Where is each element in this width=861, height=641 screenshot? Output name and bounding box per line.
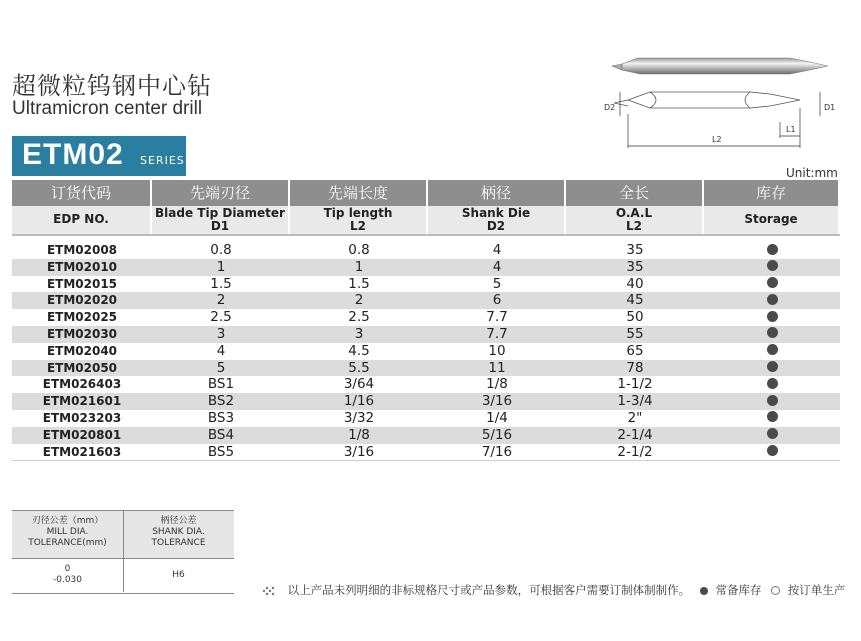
- cell-tip: 1.5: [348, 275, 370, 292]
- cell-oal: 45: [626, 292, 644, 309]
- cell-storage: [704, 444, 840, 461]
- header-cn-shank: 柄径: [428, 180, 566, 206]
- cell-storage: [704, 259, 840, 276]
- cell-code: ETM023203: [42, 410, 122, 425]
- cell-d1: 2.5: [210, 309, 232, 326]
- cell-d1: 0.8: [210, 242, 232, 258]
- tol-shank-cn: 柄径公差: [160, 516, 197, 526]
- cell-tip: 1/8: [348, 426, 370, 443]
- cell-d1: BS3: [207, 409, 235, 426]
- cell-storage: [704, 410, 840, 427]
- cell-storage: [704, 393, 840, 410]
- cell-code: ETM02040: [46, 343, 118, 358]
- table-row: [12, 242, 840, 259]
- cell-d1: BS2: [207, 393, 235, 410]
- diagram-label-l2: L2: [712, 135, 722, 144]
- cell-d1: 1.5: [210, 275, 232, 292]
- drill-outline-icon: [614, 92, 800, 108]
- cell-oal: 2": [627, 409, 643, 426]
- cell-tip: 2: [354, 292, 364, 309]
- cell-d1: 2: [216, 292, 226, 309]
- cell-d1: BS4: [207, 426, 235, 443]
- table-row: [12, 326, 840, 343]
- stock-dot-icon: [767, 244, 778, 255]
- cell-code: ETM02008: [46, 243, 118, 257]
- diagram-label-d1: D1: [824, 103, 836, 112]
- header-cn-d1: 先端刃径: [152, 180, 290, 206]
- cell-storage: [704, 427, 840, 444]
- cell-shank: 4: [492, 258, 502, 275]
- header-en-d1-line2: D1: [210, 219, 230, 233]
- cell-shank: 3/16: [481, 393, 513, 410]
- footer-note-text: 以上产品未列明细的非标规格尺寸或产品参数，可根据客户需要订制体制制作。: [287, 583, 691, 597]
- header-en-oal-line2: L2: [626, 219, 642, 233]
- cell-oal: 35: [626, 242, 644, 258]
- header-en-tip-line1: Tip length: [323, 206, 393, 220]
- tol-shank-en1: SHANK DIA.: [152, 527, 205, 537]
- table-row: [12, 259, 840, 276]
- cell-tip: 0.8: [348, 242, 370, 258]
- cell-code: ETM021601: [42, 394, 122, 409]
- order-dot-icon: [771, 586, 780, 595]
- cell-d1: 4: [216, 342, 226, 359]
- cell-oal: 78: [626, 359, 644, 376]
- stock-dot-icon: [767, 361, 778, 372]
- series-word: SERIES: [140, 154, 185, 167]
- table-row: [12, 309, 840, 326]
- cell-code: ETM02050: [46, 360, 118, 375]
- stock-dot-icon: [700, 587, 708, 595]
- cell-shank: 7/16: [481, 443, 513, 460]
- unit-label: Unit:mm: [786, 166, 838, 180]
- header-row-en: [12, 206, 840, 236]
- header-row-cn: [12, 180, 840, 206]
- cell-tip: 2.5: [348, 309, 370, 326]
- diagram-label-l1: L1: [786, 125, 796, 134]
- stock-dot-icon: [767, 260, 778, 271]
- cell-tip: 1: [354, 258, 364, 275]
- cell-oal: 40: [626, 275, 644, 292]
- header-en-d1-line1: Blade Tip Diameter: [155, 206, 285, 220]
- cell-shank: 11: [488, 359, 506, 376]
- page-title-cn: 超微粒钨钢中心钻: [12, 72, 212, 100]
- cell-oal: 35: [626, 258, 644, 275]
- series-banner: [12, 136, 186, 176]
- cell-d1: 1: [216, 258, 226, 275]
- page-title-en: Ultramicron center drill: [12, 98, 203, 119]
- tol-mill-en1: MILL DIA.: [46, 527, 89, 537]
- cell-oal: 65: [626, 342, 644, 359]
- table-row: [12, 343, 840, 360]
- table-row: [12, 376, 840, 393]
- header-cn-oal: 全长: [566, 180, 704, 206]
- header-en-storage: Storage: [704, 206, 840, 234]
- header-en-shank-line2: D2: [486, 219, 506, 233]
- cell-code: ETM02030: [46, 326, 118, 341]
- cell-storage: [704, 326, 840, 343]
- cell-code: ETM020801: [42, 427, 122, 442]
- pattern-icon: [262, 585, 276, 597]
- tol-mill-val2: -0.030: [52, 575, 82, 585]
- tol-mill-val1: 0: [64, 564, 71, 574]
- stock-dot-icon: [767, 378, 778, 389]
- header-en-shank-line1: Shank Die: [461, 206, 531, 220]
- tolerance-table: [12, 510, 234, 592]
- table-row: [12, 393, 840, 410]
- header-cn-storage: 库存: [704, 180, 840, 206]
- tol-mill-cn: 刃径公差（mm）: [31, 516, 104, 526]
- order-label: 按订单生产: [787, 583, 846, 597]
- cell-code: ETM021603: [42, 444, 122, 459]
- cell-d1: BS1: [207, 376, 235, 393]
- drill-diagram: [600, 42, 840, 154]
- cell-code: ETM02020: [46, 293, 118, 308]
- cell-shank: 7.7: [486, 309, 508, 326]
- header-en-tip-line2: L2: [350, 219, 366, 233]
- header-en-d1: [152, 206, 290, 234]
- cell-shank: 10: [488, 342, 506, 359]
- cell-tip: 3/32: [343, 409, 375, 426]
- cell-shank: 1/8: [486, 376, 508, 393]
- tol-shank-val: H6: [172, 570, 185, 580]
- cell-oal: 2-1/4: [617, 426, 653, 443]
- table-body: [12, 242, 840, 461]
- cell-d1: 5: [216, 359, 226, 376]
- stock-dot-icon: [767, 411, 778, 422]
- cell-shank: 1/4: [486, 409, 508, 426]
- cell-oal: 55: [626, 325, 644, 342]
- header-en-oal: [566, 206, 704, 234]
- cell-storage: [704, 360, 840, 377]
- cell-shank: 5/16: [481, 426, 513, 443]
- cell-oal: 1-3/4: [617, 393, 653, 410]
- stock-dot-icon: [767, 327, 778, 338]
- cell-tip: 3/64: [343, 376, 375, 393]
- cell-tip: 4.5: [348, 342, 370, 359]
- cell-storage: [704, 292, 840, 309]
- header-en-shank: [428, 206, 566, 234]
- cell-storage: [704, 376, 840, 393]
- footer-note: [262, 582, 845, 598]
- cell-tip: 1/16: [343, 393, 375, 410]
- diagram-label-d2: D2: [604, 103, 616, 112]
- header-en-oal-line1: O.A.L: [615, 206, 653, 220]
- cell-shank: 4: [492, 242, 502, 258]
- series-code: ETM02: [22, 138, 124, 171]
- cell-oal: 50: [626, 309, 644, 326]
- stock-label: 常备库存: [715, 583, 762, 597]
- table-row: [12, 276, 840, 293]
- header-cn-tip: 先端长度: [290, 180, 428, 206]
- cell-tip: 3/16: [343, 443, 375, 460]
- cell-code: ETM026403: [42, 377, 122, 392]
- cell-shank: 6: [492, 292, 502, 309]
- cell-oal: 1-1/2: [617, 376, 653, 393]
- header-en-tip: [290, 206, 428, 234]
- header-en-edp: EDP NO.: [12, 206, 152, 234]
- cell-oal: 2-1/2: [617, 443, 653, 460]
- stock-dot-icon: [767, 294, 778, 305]
- stock-dot-icon: [767, 445, 778, 456]
- table-row: [12, 410, 840, 427]
- stock-dot-icon: [767, 311, 778, 322]
- table-row: [12, 360, 840, 377]
- cell-d1: 3: [216, 325, 226, 342]
- cell-code: ETM02025: [46, 310, 118, 325]
- cell-storage: [704, 309, 840, 326]
- cell-tip: 5.5: [348, 359, 370, 376]
- cell-code: ETM02010: [46, 259, 118, 274]
- header-cn-edp: 订货代码: [12, 180, 152, 206]
- table-row: [12, 427, 840, 444]
- table-row: [12, 292, 840, 309]
- cell-shank: 5: [492, 275, 502, 292]
- cell-d1: BS5: [207, 443, 235, 460]
- cell-tip: 3: [354, 325, 364, 342]
- drill-photo-icon: [612, 58, 828, 74]
- stock-dot-icon: [767, 344, 778, 355]
- stock-dot-icon: [767, 428, 778, 439]
- stock-dot-icon: [767, 395, 778, 406]
- cell-storage: [704, 276, 840, 293]
- cell-code: ETM02015: [46, 276, 118, 291]
- stock-dot-icon: [767, 277, 778, 288]
- cell-shank: 7.7: [486, 325, 508, 342]
- spec-table: [12, 180, 840, 461]
- tol-shank-en2: TOLERANCE: [151, 538, 206, 548]
- cell-storage: [704, 242, 840, 259]
- tol-mill-en2: TOLERANCE(mm): [28, 538, 107, 548]
- cell-storage: [704, 343, 840, 360]
- table-row: [12, 444, 840, 461]
